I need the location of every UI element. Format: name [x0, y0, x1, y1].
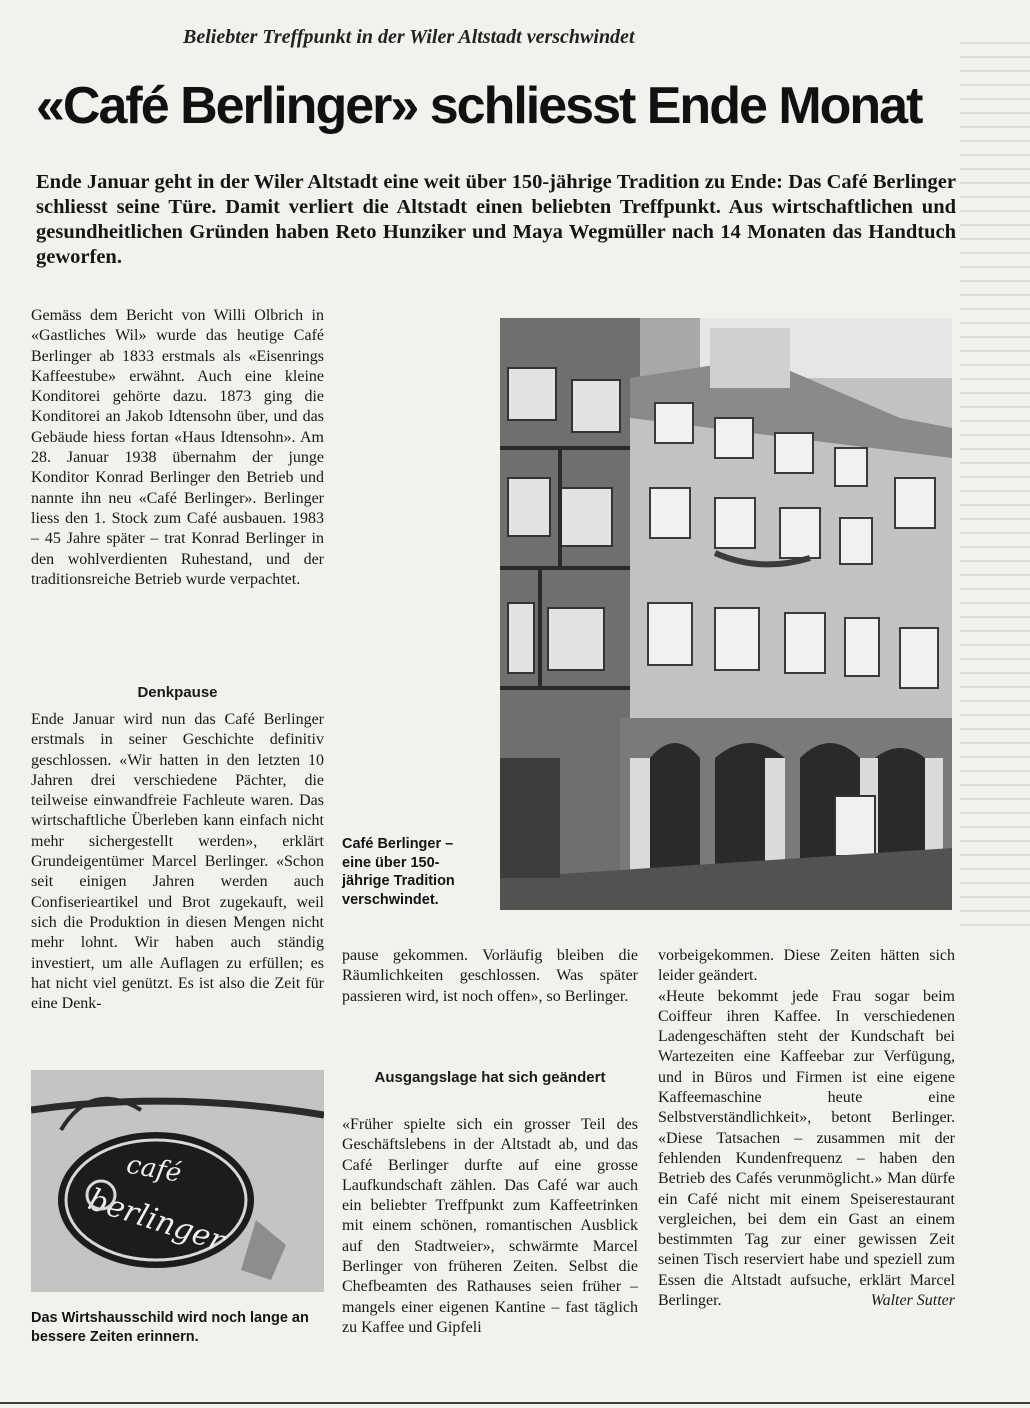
ausgangslage-text: «Früher spielte sich ein grosser Teil des Geschäftslebens in der Altstadt ab, und das Café Berlinger durfte auf eine grosse Laufkundschaft zählen. Das Café war auch ein beliebter Treffpunkt zum Kaffeetrinken mit einem schönen, romantischen Ausblick auf den Stadtweier», schwärmte Marcel Berlinger von früheren Zeiten. Selbst die Chefbeamten des Rathauses seien früher – mangels einer eigenen Kantine – fast täglich zu Kaffee und Gipfeli	[342, 1116, 638, 1336]
sign-text-top: café	[124, 1149, 184, 1189]
intro-text: Gemäss dem Bericht von Willi Olbrich in «Gastliches Wil» wurde das heutige Café Berlinger ab 1833 erstmals als «Eisenrings Kaffeestube» erwähnt. Auch eine kleine Konditorei gehörte dazu. 1873 ging die Konditorei an Jakob Idtensohn über, und das Gebäude hiess fortan «Haus Idtensohn». Am 28. Januar 1938 übernahm der junge Konditor Konrad Berlinger den Betrieb und nannte ihn neu «Café Berlinger». Berlinger liess den 1. Stock zum Café ausbauen. 1983 – 45 Jahre später – trat Konrad Berlinger in den wohlverdienten Ruhestand, und der traditionsreiche Betrieb wurde verpachtet.	[31, 307, 324, 588]
denkpause-continuation	[342, 946, 638, 1007]
bleed-through-texture	[960, 30, 1030, 930]
author-byline: Walter Sutter	[870, 1292, 955, 1310]
building-illustration	[500, 318, 952, 910]
denkpause-paragraph	[31, 710, 324, 1014]
sign-photo-caption: Das Wirtshausschild wird noch lange an bessere Zeiten erinnern.	[31, 1310, 309, 1345]
cafe-sign-illustration	[31, 1070, 324, 1292]
closing-paragraphs	[658, 946, 955, 1311]
subhead-denkpause: Denkpause	[137, 684, 218, 701]
article-headline: «Café Berlinger» schliesst Ende Monat	[36, 77, 922, 135]
article-lead: Ende Januar geht in der Wiler Altstadt eine weit über 150-jährige Tradition zu Ende: Das Café Berlinger schliesst seine Türe. Damit verliert die Altstadt einen beliebten Treffpunkt. Aus wirtschaftlichen und gesundheitlichen Gründen haben Reto Hunziker und Maya Wegmüller nach 14 Monaten das Handtuch geworfen.	[36, 171, 956, 268]
bottom-rule	[0, 1402, 1030, 1404]
denkpause-text: Ende Januar wird nun das Café Berlinger erstmals in seiner Geschichte definitiv geschlossen. «Wir hatten in den letzten 10 Jahren drei verschiedene Pächter, die teilweise einwandfreie Fachleute waren. Das wirtschaftliche Überleben kann einfach nicht mehr sichergestellt werden», erklärt Grundeigentümer Marcel Berlinger. «Schon seit einigen Jahren werden auch Confiserieartikel und Brot zugekauft, weil sich die Produktion in diesen Mengen nicht mehr lohnt. Wir haben auch ständig investiert, um alle Auflagen zu erfüllen; es hat nicht viel genützt. Es ist also die Zeit für eine Denk-	[31, 711, 324, 1013]
col3-text-2-body: «Heute bekommt jede Frau sogar beim Coiffeur ihren Kaffee. In verschiedenen Ladengeschäften steht der Kundschaft bei Wartezeiten eine Kaffeebar zur Verfügung, und in Büros und Firmen ist eine eigene Kaffeemaschine heute eine Selbstverständlichkeit», betont Berlinger. «Diese Tatsachen – zusammen mit der fehlenden Kundenfrequenz – haben den Betrieb des Cafés verunmöglicht.» Man dürfe ein Café nicht mit einem Speiserestaurant vergleichen, bei dem ein Gast an einem bestimmten Tag zur einer gewissen Zeit seinen Tisch reserviert habe und speziell zum Essen die Altstadt aufsuche, erklärt Marcel Berlinger.	[658, 987, 955, 1310]
intro-paragraph	[31, 306, 324, 590]
col3-text-1: vorbeigekommen. Diese Zeiten hätten sich leider geändert.	[658, 947, 955, 985]
building-photo-caption: Café Berlinger – eine über 150-jährige Tradition verschwindet.	[342, 836, 455, 908]
ausgangslage-paragraph	[342, 1115, 638, 1338]
subhead-ausgangslage: Ausgangslage hat sich geändert	[374, 1069, 606, 1086]
sign-photo	[31, 1070, 324, 1292]
sign-text-bottom: berlinger	[83, 1182, 229, 1260]
article-kicker: Beliebter Treffpunkt in der Wiler Altstadt verschwindet	[183, 26, 635, 48]
building-photo	[500, 318, 952, 910]
col3-text-2	[658, 987, 955, 1312]
denkpause-cont-text: pause gekommen. Vorläufig bleiben die Räumlichkeiten geschlossen. Was später passieren wird, ist noch offen», so Berlinger.	[342, 947, 638, 1005]
